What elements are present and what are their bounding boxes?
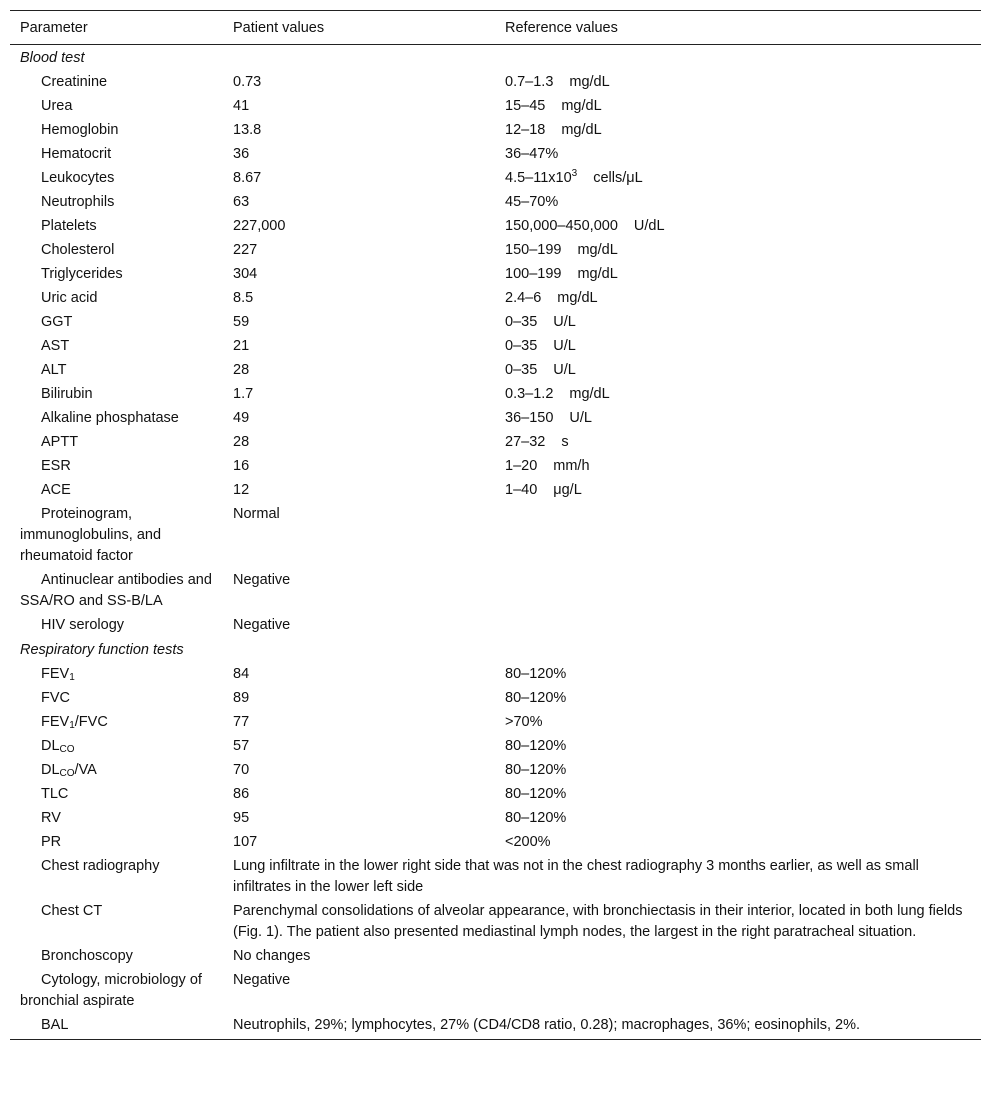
- reference-value-cell: 80–120%: [505, 786, 567, 802]
- parameter-cell: APTT: [41, 434, 79, 450]
- parameter-cell: Alkaline phosphatase: [41, 410, 179, 426]
- reference-range: 1–40: [505, 482, 538, 498]
- patient-value-cell: Negative: [233, 972, 291, 988]
- reference-value-cell: [495, 70, 981, 94]
- patient-value-cell: 86: [233, 786, 250, 802]
- reference-range: 0–35: [505, 314, 538, 330]
- reference-unit: mg/dL: [561, 98, 602, 114]
- patient-value-cell: 8.67: [233, 170, 262, 186]
- table-row: [10, 830, 981, 854]
- table-row: [10, 142, 981, 166]
- parameter-cell: [10, 806, 223, 830]
- reference-range: 0.3–1.2: [505, 386, 554, 402]
- reference-value-cell: [495, 214, 981, 238]
- patient-value-cell: 227: [233, 242, 258, 258]
- patient-value-cell: 95: [233, 810, 250, 826]
- patient-value-cell: Parenchymal consolidations of alveolar appearance, with bronchiectasis in their interior, located in both lung fields (Fig. 1). The patient also presented mediastinal lymph nodes, the largest in the right paratracheal situation.: [233, 903, 963, 940]
- reference-range: 150,000–450,000: [505, 218, 618, 234]
- reference-unit: mm/h: [553, 458, 590, 474]
- reference-range: 0–35: [505, 362, 538, 378]
- table-row: [10, 238, 981, 262]
- parameter-cell: Chest CT: [41, 903, 103, 919]
- patient-value-cell: 63: [233, 194, 250, 210]
- table-row: [10, 568, 981, 613]
- patient-value-cell: 28: [233, 362, 250, 378]
- reference-value-cell: [495, 286, 981, 310]
- parameter-cell: ESR: [41, 458, 71, 474]
- parameter-name: RV: [41, 810, 61, 826]
- parameter-cell: Bronchoscopy: [41, 948, 133, 964]
- reference-value-cell: <200%: [505, 834, 551, 850]
- patient-value-cell: Negative: [233, 572, 291, 588]
- reference-value-cell: 80–120%: [505, 810, 567, 826]
- header-parameter: Parameter: [10, 11, 223, 45]
- table-row: [10, 166, 981, 190]
- patient-value-cell: No changes: [233, 948, 311, 964]
- parameter-cell: Hemoglobin: [41, 122, 119, 138]
- patient-value-cell: 89: [233, 690, 250, 706]
- reference-unit: U/L: [553, 338, 576, 354]
- parameter-cell: Hematocrit: [41, 146, 112, 162]
- reference-range: 0–35: [505, 338, 538, 354]
- reference-value-cell: [495, 382, 981, 406]
- patient-value-cell: 304: [233, 266, 258, 282]
- reference-unit: U/L: [553, 314, 576, 330]
- lab-results-table: [10, 10, 981, 1040]
- reference-unit: U/dL: [633, 218, 665, 234]
- reference-value-cell: [495, 478, 981, 502]
- parameter-suffix: /FVC: [74, 714, 108, 730]
- reference-value-cell: [495, 613, 981, 637]
- patient-value-cell: Neutrophils, 29%; lymphocytes, 27% (CD4/CD8 ratio, 0.28); macrophages, 36%; eosinophils, 2%.: [223, 1013, 981, 1040]
- section-title-blood-test: Blood test: [20, 50, 85, 66]
- table-row: [10, 358, 981, 382]
- table-row: [10, 944, 981, 968]
- table-row: [10, 686, 981, 710]
- table-row: [10, 806, 981, 830]
- table-row: [10, 710, 981, 734]
- table-row: [10, 310, 981, 334]
- table-row: [10, 118, 981, 142]
- patient-value-cell: 84: [233, 666, 250, 682]
- table-row: [10, 968, 981, 1013]
- header-reference-values: Reference values: [495, 11, 981, 45]
- parameter-name: FEV: [41, 714, 70, 730]
- reference-unit: μg/L: [553, 482, 582, 498]
- reference-unit: mg/dL: [569, 74, 610, 90]
- patient-value-cell: 59: [233, 314, 250, 330]
- table-row: [10, 758, 981, 782]
- reference-value-cell: [495, 142, 981, 166]
- parameter-cell: Creatinine: [41, 74, 108, 90]
- reference-value-cell: [495, 334, 981, 358]
- patient-value-cell: Normal: [233, 506, 280, 522]
- patient-value-cell: 36: [233, 146, 250, 162]
- patient-value-cell: Lung infiltrate in the lower right side that was not in the chest radiography 3 months earlier, as well as small infiltrates in the lower left side: [233, 858, 919, 895]
- patient-value-cell: 21: [233, 338, 250, 354]
- parameter-name: DL: [41, 738, 60, 754]
- lab-results-table-container: [10, 10, 981, 1040]
- parameter-cell: Chest radiography: [41, 858, 160, 874]
- reference-unit: U/L: [553, 362, 576, 378]
- parameter-cell: Uric acid: [41, 290, 98, 306]
- parameter-cell: Platelets: [41, 218, 97, 234]
- table-row: [10, 262, 981, 286]
- reference-range: 36–47%: [505, 146, 559, 162]
- table-row: [10, 454, 981, 478]
- table-row: [10, 478, 981, 502]
- reference-range: 45–70%: [505, 194, 559, 210]
- patient-value-cell: 12: [233, 482, 250, 498]
- parameter-cell: [10, 710, 223, 734]
- parameter-cell: Cholesterol: [41, 242, 115, 258]
- reference-unit: mg/dL: [569, 386, 610, 402]
- parameter-cell: Urea: [41, 98, 73, 114]
- parameter-cell: BAL: [10, 1013, 223, 1040]
- patient-value-cell: 70: [233, 762, 250, 778]
- parameter-subscript: 1: [69, 720, 75, 731]
- parameter-cell: [10, 758, 223, 782]
- reference-value-cell: [495, 166, 981, 190]
- reference-value-cell: [495, 190, 981, 214]
- patient-value-cell: 16: [233, 458, 250, 474]
- patient-value-cell: 77: [233, 714, 250, 730]
- reference-value-cell: [495, 358, 981, 382]
- table-row: [10, 190, 981, 214]
- parameter-subscript: CO: [59, 768, 75, 779]
- patient-value-cell: 8.5: [233, 290, 254, 306]
- reference-range: 2.4–6: [505, 290, 542, 306]
- reference-range: 150–199: [505, 242, 562, 258]
- parameter-cell: HIV serology: [41, 617, 125, 633]
- reference-range: 1–20: [505, 458, 538, 474]
- reference-value-cell: [495, 310, 981, 334]
- reference-value-cell: [495, 568, 981, 613]
- parameter-name: DL: [41, 762, 60, 778]
- parameter-cell: [10, 830, 223, 854]
- parameter-subscript: CO: [59, 744, 75, 755]
- reference-value-cell: [495, 118, 981, 142]
- reference-value-cell: [495, 454, 981, 478]
- reference-value-cell: [495, 262, 981, 286]
- table-body: [10, 45, 981, 1040]
- table-row: [10, 70, 981, 94]
- reference-value-cell: 80–120%: [505, 762, 567, 778]
- table-row: [10, 782, 981, 806]
- header-patient-values: Patient values: [223, 11, 495, 45]
- patient-value-cell: 57: [233, 738, 250, 754]
- patient-value-cell: Negative: [233, 617, 291, 633]
- parameter-cell: Neutrophils: [41, 194, 115, 210]
- reference-exponent: 3: [571, 168, 578, 179]
- table-row: [10, 662, 981, 686]
- patient-value-cell: 227,000: [233, 218, 286, 234]
- patient-value-cell: 107: [233, 834, 258, 850]
- reference-range: 0.7–1.3: [505, 74, 554, 90]
- reference-value-cell: >70%: [505, 714, 543, 730]
- reference-unit: cells/μL: [593, 170, 643, 186]
- parameter-name: FVC: [41, 690, 70, 706]
- parameter-suffix: /VA: [74, 762, 97, 778]
- table-row: [10, 1013, 981, 1040]
- reference-range: 36–150: [505, 410, 554, 426]
- reference-range: 15–45: [505, 98, 546, 114]
- parameter-cell: Cytology, microbiology of bronchial aspirate: [20, 972, 202, 1009]
- parameter-cell: ACE: [41, 482, 71, 498]
- parameter-cell: Proteinogram, immunoglobulins, and rheumatoid factor: [20, 506, 162, 564]
- patient-value-cell: 28: [233, 434, 250, 450]
- parameter-cell: [10, 662, 223, 686]
- reference-range: 27–32: [505, 434, 546, 450]
- reference-value-cell: [495, 430, 981, 454]
- patient-value-cell: 49: [233, 410, 250, 426]
- table-row: [10, 613, 981, 637]
- table-row: [10, 214, 981, 238]
- section-row-respiratory: [10, 637, 981, 662]
- header-row: [10, 11, 981, 45]
- parameter-cell: Antinuclear antibodies and SSA/RO and SS-B/LA: [20, 572, 212, 609]
- parameter-cell: ALT: [41, 362, 67, 378]
- parameter-cell: GGT: [41, 314, 73, 330]
- patient-value-cell: 41: [233, 98, 250, 114]
- table-row: [10, 854, 981, 899]
- reference-range: 4.5–11x10: [505, 170, 572, 186]
- parameter-name: TLC: [41, 786, 69, 802]
- table-row: [10, 286, 981, 310]
- reference-value-cell: [495, 406, 981, 430]
- parameter-cell: Triglycerides: [41, 266, 123, 282]
- reference-unit: mg/dL: [561, 122, 602, 138]
- table-row: [10, 94, 981, 118]
- parameter-name: PR: [41, 834, 62, 850]
- table-row: [10, 734, 981, 758]
- section-title-respiratory: Respiratory function tests: [20, 642, 184, 658]
- parameter-subscript: 1: [69, 672, 75, 683]
- reference-unit: mg/dL: [577, 242, 618, 258]
- patient-value-cell: 1.7: [233, 386, 254, 402]
- reference-range: 100–199: [505, 266, 562, 282]
- parameter-cell: Bilirubin: [41, 386, 93, 402]
- reference-value-cell: 80–120%: [505, 738, 567, 754]
- table-row: [10, 334, 981, 358]
- section-row-blood-test: [10, 45, 981, 71]
- patient-value-cell: 13.8: [233, 122, 262, 138]
- reference-value-cell: [495, 94, 981, 118]
- table-row: [10, 430, 981, 454]
- reference-unit: mg/dL: [557, 290, 598, 306]
- parameter-cell: [10, 686, 223, 710]
- parameter-name: FEV: [41, 666, 70, 682]
- table-row: [10, 382, 981, 406]
- reference-unit: s: [561, 434, 569, 450]
- parameter-cell: [10, 782, 223, 806]
- table-row: [10, 502, 981, 568]
- reference-value-cell: [495, 502, 981, 568]
- reference-unit: mg/dL: [577, 266, 618, 282]
- reference-range: 12–18: [505, 122, 546, 138]
- table-row: [10, 406, 981, 430]
- patient-value-cell: 0.73: [233, 74, 262, 90]
- parameter-cell: [10, 734, 223, 758]
- parameter-cell: Leukocytes: [41, 170, 115, 186]
- parameter-cell: AST: [41, 338, 70, 354]
- reference-value-cell: 80–120%: [505, 690, 567, 706]
- reference-unit: U/L: [569, 410, 592, 426]
- reference-value-cell: [495, 238, 981, 262]
- table-row: [10, 899, 981, 944]
- reference-value-cell: 80–120%: [505, 666, 567, 682]
